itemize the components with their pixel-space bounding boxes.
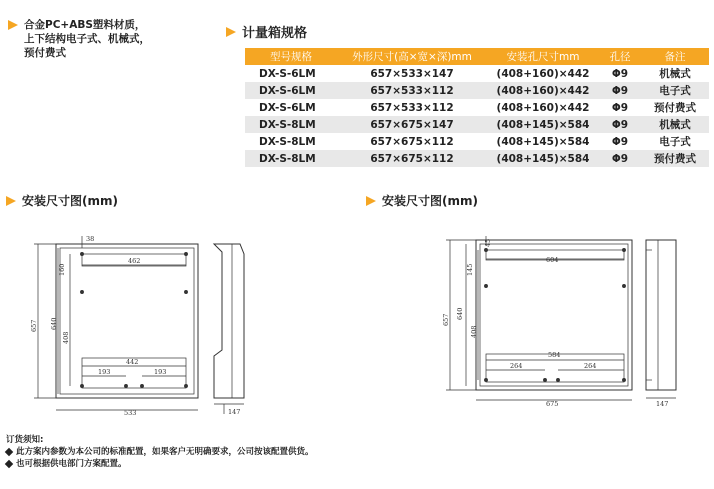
left-front-view bbox=[34, 236, 198, 410]
dim-bottom-holes: 584 bbox=[548, 351, 561, 359]
dim-top-offset: 38 bbox=[86, 235, 95, 243]
table-row: DX-S-6LM 657×533×147 (408+160)×442 Φ9 机械式 bbox=[259, 67, 691, 80]
dim-lower-height: 408 bbox=[470, 325, 478, 338]
dim-total-height: 657 bbox=[442, 313, 450, 326]
dim-inner-height: 640 bbox=[50, 317, 58, 330]
dim-top-offset: 45 bbox=[484, 238, 492, 247]
right-front-view bbox=[446, 236, 632, 400]
dim-seg-right: 264 bbox=[584, 362, 597, 370]
column-header: 型号规格 bbox=[245, 48, 337, 65]
dim-depth: 147 bbox=[656, 400, 669, 408]
dim-top-width: 462 bbox=[128, 257, 141, 265]
table-row: DX-S-6LM 657×533×112 (408+160)×442 Φ9 电子式 bbox=[245, 82, 709, 99]
column-header: 安装孔尺寸mm bbox=[487, 48, 599, 65]
dim-seg-right: 193 bbox=[154, 368, 167, 376]
right-front-dims bbox=[442, 239, 596, 408]
notes-title: 订货须知: bbox=[6, 435, 44, 445]
left-side-view bbox=[214, 244, 244, 414]
column-header: 备注 bbox=[641, 48, 709, 65]
diamond-bullet-icon bbox=[5, 448, 13, 456]
note-item: 此方案内参数为本公司的标准配置，如果客户无明确要求，公司按该配置供货。 bbox=[6, 446, 314, 458]
right-side-view bbox=[646, 240, 676, 398]
dim-seg-left: 264 bbox=[510, 362, 523, 370]
description-line-1: 合金PC+ABS塑料材质， bbox=[24, 19, 146, 31]
order-notes bbox=[6, 434, 314, 470]
dim-top-width: 604 bbox=[546, 256, 559, 264]
dim-upper-height: 160 bbox=[58, 263, 66, 276]
table-row: DX-S-8LM 657×675×112 (408+145)×584 Φ9 预付费式 bbox=[245, 150, 709, 167]
dim-upper-height: 145 bbox=[466, 263, 474, 276]
dim-bottom-holes: 442 bbox=[126, 358, 139, 366]
table-row: DX-S-8LM 657×675×112 (408+145)×584 Φ9 电子式 bbox=[259, 135, 691, 148]
dim-width: 675 bbox=[546, 400, 559, 408]
column-header: 孔径 bbox=[599, 48, 641, 65]
dim-total-height: 657 bbox=[30, 319, 38, 332]
description-line-3: 预付费式 bbox=[24, 47, 66, 59]
left-front-dims bbox=[30, 235, 166, 417]
note-item: 也可根据供电部门方案配置。 bbox=[6, 458, 314, 470]
description-line-2: 上下结构电子式、机械式， bbox=[24, 33, 150, 45]
table-row: DX-S-6LM 657×533×112 (408+160)×442 Φ9 预付费式 bbox=[259, 101, 696, 114]
dim-inner-height: 640 bbox=[456, 307, 464, 320]
dim-depth: 147 bbox=[228, 408, 241, 416]
diamond-bullet-icon bbox=[5, 460, 13, 468]
dim-seg-left: 193 bbox=[98, 368, 111, 376]
spec-title: 计量箱规格 bbox=[226, 22, 307, 41]
column-header: 外形尺寸(高×宽×深)mm bbox=[337, 48, 487, 65]
right-drawing-title: 安装尺寸图(mm) bbox=[366, 192, 478, 209]
left-drawing-title: 安装尺寸图(mm) bbox=[6, 192, 118, 209]
dim-width: 533 bbox=[124, 409, 137, 417]
dim-lower-height: 408 bbox=[62, 331, 70, 344]
table-row: DX-S-8LM 657×675×147 (408+145)×584 Φ9 机械式 bbox=[245, 116, 709, 133]
